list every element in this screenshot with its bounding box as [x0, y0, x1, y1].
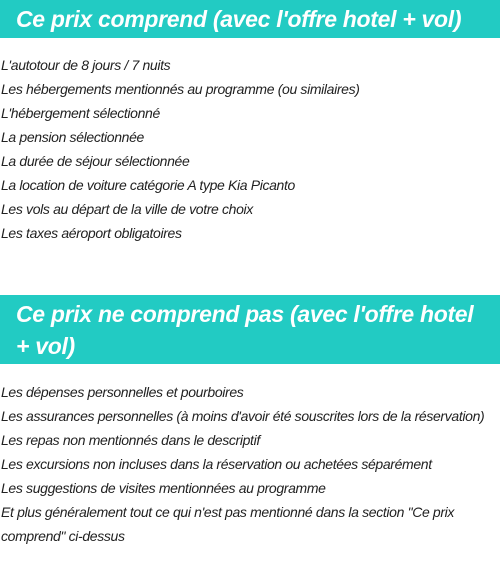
list-item: Les assurances personnelles (à moins d'avoir été souscrites lors de la réservation) [1, 408, 485, 424]
included-list [1, 53, 493, 245]
list-item: Les dépenses personnelles et pourboires [1, 384, 244, 400]
list-item: Les vols au départ de la ville de votre choix [1, 201, 253, 217]
list-item: L'autotour de 8 jours / 7 nuits [1, 57, 171, 73]
list-item: La location de voiture catégorie A type Kia Picanto [1, 177, 295, 193]
list-item: La pension sélectionnée [1, 129, 144, 145]
list-item: Les repas non mentionnés dans le descriptif [1, 432, 260, 448]
list-item: Les taxes aéroport obligatoires [1, 225, 182, 241]
list-item: Les excursions non incluses dans la réservation ou achetées séparément [1, 456, 432, 472]
not-included-list [1, 380, 493, 548]
list-item: Et plus généralement tout ce qui n'est pas mentionné dans la section "Ce prix comprend" ci-dessus [1, 504, 455, 544]
list-item: La durée de séjour sélectionnée [1, 153, 190, 169]
included-section-title: Ce prix comprend (avec l'offre hotel + vol) [0, 0, 500, 38]
list-item: L'hébergement sélectionné [1, 105, 160, 121]
list-item: Les hébergements mentionnés au programme (ou similaires) [1, 81, 360, 97]
not-included-section-title: Ce prix ne comprend pas (avec l'offre hotel + vol) [0, 295, 500, 364]
list-item: Les suggestions de visites mentionnées au programme [1, 480, 326, 496]
